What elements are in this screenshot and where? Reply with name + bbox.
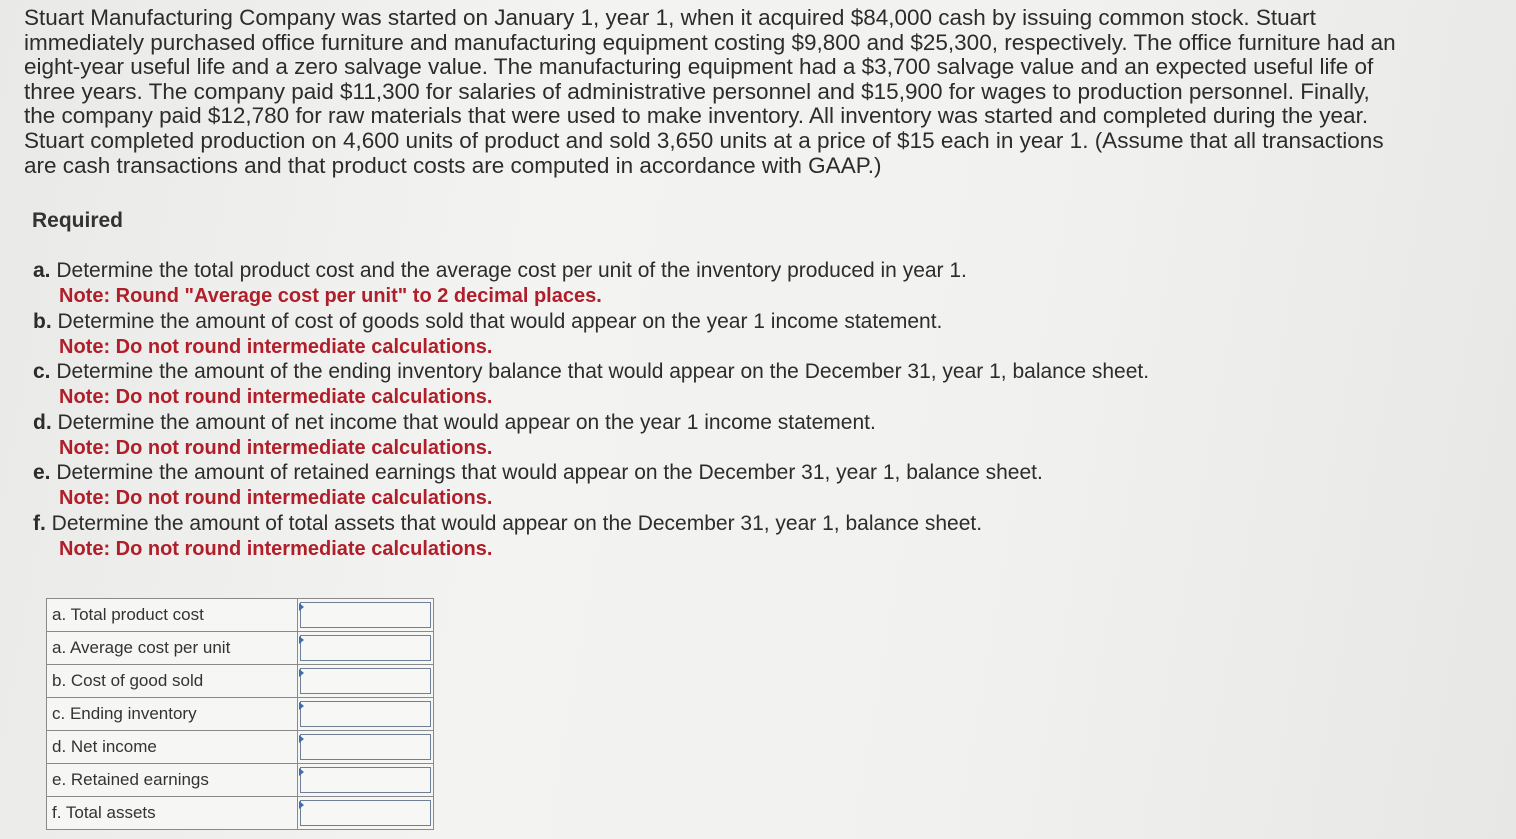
- answer-label: f. Total assets: [47, 797, 298, 830]
- total-assets-input[interactable]: [300, 800, 431, 826]
- required-heading: Required: [32, 209, 124, 232]
- requirement-c: [33, 359, 1233, 410]
- total-product-cost-input[interactable]: [300, 602, 431, 628]
- flag-marker-icon: [299, 669, 304, 677]
- answer-label: e. Retained earnings: [47, 764, 298, 797]
- net-income-input[interactable]: [300, 734, 431, 760]
- requirement-f: [33, 511, 1233, 562]
- requirement-e: [33, 460, 1233, 511]
- requirement-note: Note: Do not round intermediate calculations.: [59, 487, 493, 509]
- requirement-letter: b.: [33, 309, 52, 333]
- requirement-text: Determine the amount of cost of goods sold that would appear on the year 1 income statement.: [57, 309, 943, 333]
- requirement-a: [33, 258, 1233, 309]
- flag-marker-icon: [299, 735, 304, 743]
- answer-row-total-assets: [47, 797, 434, 830]
- requirement-note: Note: Do not round intermediate calculations.: [59, 537, 493, 560]
- requirement-letter: a.: [33, 259, 51, 282]
- flag-marker-icon: [299, 801, 304, 809]
- requirement-note: Note: Do not round intermediate calculations.: [59, 386, 493, 408]
- requirement-letter: c.: [33, 360, 51, 383]
- flag-marker-icon: [299, 636, 304, 644]
- requirement-text: Determine the amount of net income that would appear on the year 1 income statement.: [57, 410, 876, 434]
- answer-row-average-cost-per-unit: [47, 632, 434, 665]
- answer-row-cost-of-goods-sold: [47, 665, 434, 698]
- requirements-list: [33, 258, 1233, 561]
- answer-label: b. Cost of good sold: [47, 665, 298, 698]
- requirement-d: [33, 410, 1233, 461]
- requirement-note: Note: Round "Average cost per unit" to 2 decimal places.: [59, 285, 602, 307]
- cost-of-goods-sold-input[interactable]: [300, 668, 431, 694]
- requirement-text: Determine the amount of the ending inventory balance that would appear on the December 31, year 1, balance sheet.: [56, 360, 1150, 383]
- answer-row-ending-inventory: [47, 698, 434, 731]
- answer-label: c. Ending inventory: [47, 698, 298, 731]
- flag-marker-icon: [299, 768, 304, 776]
- answer-row-retained-earnings: [47, 764, 434, 797]
- requirement-letter: f.: [33, 511, 46, 535]
- requirement-b: [33, 309, 1233, 360]
- answer-label: a. Total product cost: [47, 599, 298, 632]
- answer-table: [46, 598, 434, 830]
- answer-row-total-product-cost: [47, 599, 434, 632]
- ending-inventory-input[interactable]: [300, 701, 431, 727]
- requirement-note: Note: Do not round intermediate calculations.: [59, 436, 493, 459]
- requirement-letter: d.: [33, 410, 52, 434]
- requirement-letter: e.: [33, 461, 51, 484]
- requirement-note: Note: Do not round intermediate calculations.: [59, 335, 493, 358]
- average-cost-per-unit-input[interactable]: [300, 635, 431, 661]
- requirement-text: Determine the amount of total assets that would appear on the December 31, year 1, balance sheet.: [51, 511, 983, 535]
- answer-label: d. Net income: [47, 731, 298, 764]
- requirement-text: Determine the amount of retained earnings that would appear on the December 31, year 1, balance sheet.: [56, 461, 1043, 484]
- flag-marker-icon: [299, 603, 304, 611]
- problem-statement: Stuart Manufacturing Company was started on January 1, year 1, when it acquired $84,000 cash by issuing common stock. Stuart immediately purchased office furniture and manufacturing equipment costing $9,800 and $25,300, respectively. The office furniture had an eight-year useful life and a zero salvage value. The manufacturing equipment had a $3,700 salvage value and an expected useful life of three years. The company paid $11,300 for salaries of administrative personnel and $15,900 for wages to production personnel. Finally, the company paid $12,780 for raw materials that were used to make inventory. All inventory was started and completed during the year. Stuart completed production on 4,600 units of product and sold 3,650 units at a price of $15 each in year 1. (Assume that all transactions are cash transactions and that product costs are computed in accordance with GAAP.): [24, 5, 1396, 178]
- flag-marker-icon: [299, 702, 304, 710]
- answer-label: a. Average cost per unit: [47, 632, 298, 665]
- retained-earnings-input[interactable]: [300, 767, 431, 793]
- requirement-text: Determine the total product cost and the average cost per unit of the inventory produced in year 1.: [56, 259, 967, 282]
- answer-row-net-income: [47, 731, 434, 764]
